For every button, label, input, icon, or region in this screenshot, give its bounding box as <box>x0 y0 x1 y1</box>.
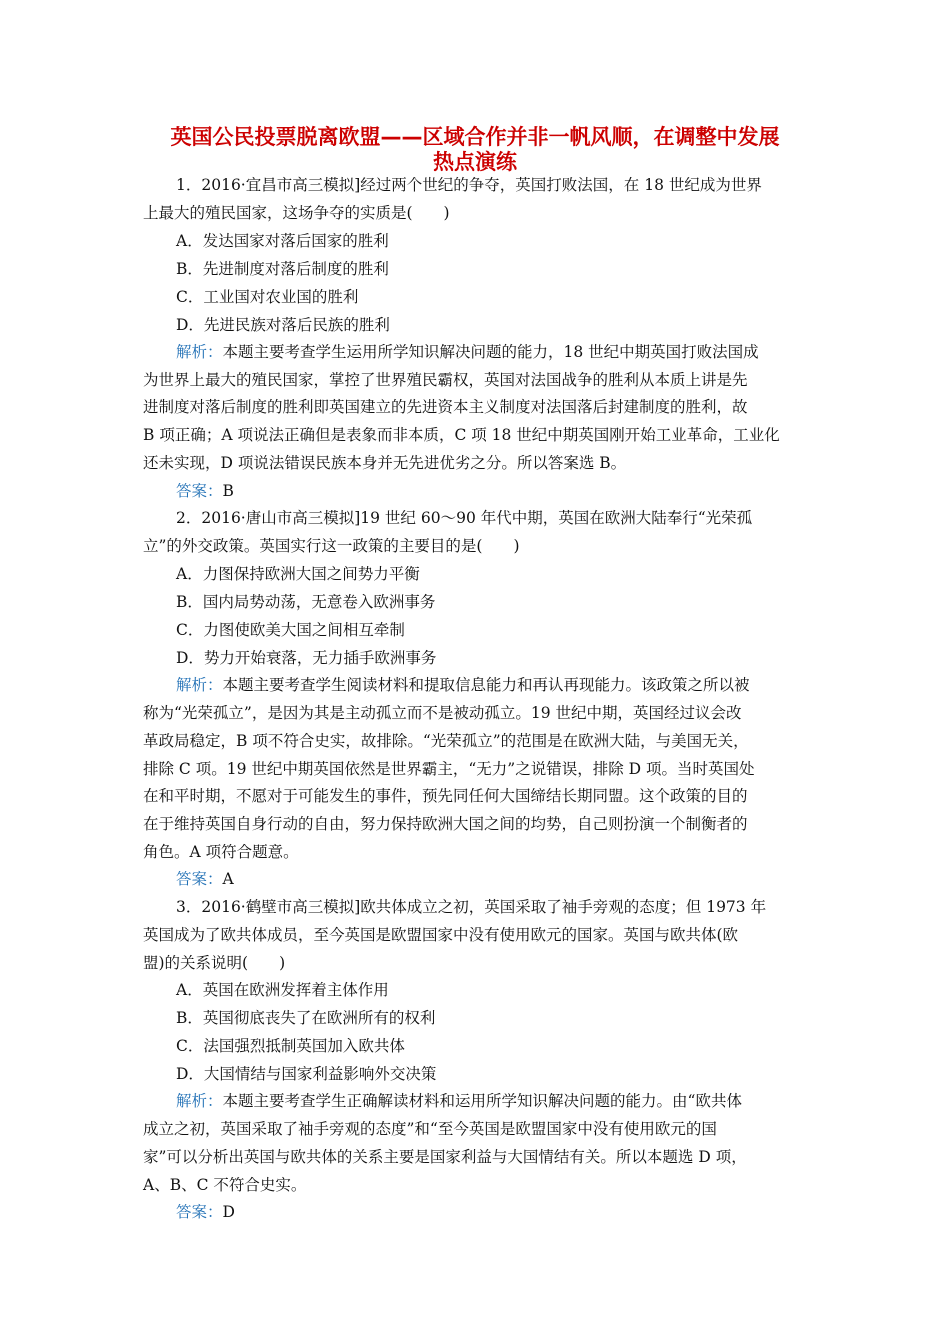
question-1-analysis-line-3: 进制度对落后制度的胜利即英国建立的先进资本主义制度对法国落后封建制度的胜利，故 <box>143 398 748 416</box>
question-1-analysis-line-4: B 项正确；A 项说法正确但是表象而非本质，C 项 18 世纪中期英国刚开始工业革命，工业化 <box>143 426 780 444</box>
question-2-analysis-line-5: 在和平时期，不愿对于可能发生的事件，预先同任何大国缔结长期同盟。这个政策的目的 <box>143 787 748 805</box>
answer-label: 答案： <box>176 482 223 500</box>
question-1-analysis-line-2: 为世界上最大的殖民国家，掌控了世界殖民霸权，英国对法国战争的胜利从本质上讲是先 <box>143 371 748 389</box>
question-3-stem-line-3: 盟)的关系说明( ) <box>143 954 286 972</box>
question-1-answer <box>176 480 808 502</box>
question-3-option-a: A．英国在欧洲发挥着主体作用 <box>176 981 389 999</box>
answer-value: A <box>222 870 234 888</box>
analysis-text: 本题主要考查学生正确解读材料和运用所学知识解决问题的能力。由“欧共体 <box>222 1092 742 1110</box>
question-2-option-c: C．力图使欧美大国之间相互牵制 <box>176 621 405 639</box>
analysis-label: 解析： <box>176 1092 223 1110</box>
question-3-analysis-line-4: A、B、C 不符合史实。 <box>143 1176 307 1194</box>
analysis-text: 本题主要考查学生运用所学知识解决问题的能力，18 世纪中期英国打败法国成 <box>222 343 759 361</box>
question-1-analysis-line-5: 还未实现，D 项说法错误民族本身并无先进优劣之分。所以答案选 B。 <box>143 454 627 472</box>
analysis-label: 解析： <box>176 343 223 361</box>
question-3-option-d: D．大国情结与国家利益影响外交决策 <box>176 1065 437 1083</box>
question-2-analysis-line-7: 角色。A 项符合题意。 <box>143 843 299 861</box>
question-2-analysis-line-1 <box>176 674 808 696</box>
question-1-analysis-line-1 <box>176 341 808 363</box>
analysis-label: 解析： <box>176 676 223 694</box>
question-2-analysis-line-6: 在于维持英国自身行动的自由，努力保持欧洲大国之间的均势，自己则扮演一个制衡者的 <box>143 815 748 833</box>
question-2-stem-line-1: 2．2016·唐山市高三模拟]19 世纪 60～90 年代中期，英国在欧洲大陆奉行“光荣孤 <box>176 509 753 527</box>
question-3-stem-line-2: 英国成为了欧共体成员，至今英国是欧盟国家中没有使用欧元的国家。英国与欧共体(欧 <box>143 926 739 944</box>
question-1-option-b: B．先进制度对落后制度的胜利 <box>176 260 389 278</box>
question-3-option-b: B．英国彻底丧失了在欧洲所有的权利 <box>176 1009 436 1027</box>
question-2-option-d: D．势力开始衰落，无力插手欧洲事务 <box>176 649 437 667</box>
question-2-analysis-line-2: 称为“光荣孤立”，是因为其是主动孤立而不是被动孤立。19 世纪中期，英国经过议会改 <box>143 704 742 722</box>
question-3-analysis-line-1 <box>176 1090 808 1112</box>
question-1-stem-line-1: 1．2016·宜昌市高三模拟]经过两个世纪的争夺，英国打败法国，在 18 世纪成为世界 <box>176 176 762 194</box>
question-2-analysis-line-4: 排除 C 项。19 世纪中期英国依然是世界霸主，“无力”之说错误，排除 D 项。当时英国处 <box>143 760 755 778</box>
answer-value: D <box>222 1203 235 1221</box>
analysis-text: 本题主要考查学生阅读材料和提取信息能力和再认再现能力。该政策之所以被 <box>222 676 750 694</box>
question-1-option-c: C．工业国对农业国的胜利 <box>176 288 359 306</box>
question-2-stem-line-2: 立”的外交政策。英国实行这一政策的主要目的是( ) <box>143 537 520 555</box>
page-subtitle: 热点演练 <box>433 150 517 174</box>
question-3-answer <box>176 1201 808 1223</box>
question-2-analysis-line-3: 革政局稳定，B 项不符合史实，故排除。“光荣孤立”的范围是在欧洲大陆，与美国无关， <box>143 732 749 750</box>
question-3-stem-line-1: 3．2016·鹤壁市高三模拟]欧共体成立之初，英国采取了袖手旁观的态度；但 1973 年 <box>176 898 767 916</box>
question-2-option-b: B．国内局势动荡，无意卷入欧洲事务 <box>176 593 436 611</box>
answer-label: 答案： <box>176 870 223 888</box>
question-3-analysis-line-3: 家”可以分析出英国与欧共体的关系主要是国家利益与大国情结有关。所以本题选 D 项， <box>143 1148 747 1166</box>
question-1-stem-line-2: 上最大的殖民国家，这场争夺的实质是( ) <box>143 204 450 222</box>
question-2-option-a: A．力图保持欧洲大国之间势力平衡 <box>176 565 420 583</box>
question-1-option-a: A．发达国家对落后国家的胜利 <box>176 232 389 250</box>
question-3-option-c: C．法国强烈抵制英国加入欧共体 <box>176 1037 405 1055</box>
question-1-option-d: D．先进民族对落后民族的胜利 <box>176 316 390 334</box>
answer-label: 答案： <box>176 1203 223 1221</box>
question-3-analysis-line-2: 成立之初，英国采取了袖手旁观的态度”和“至今英国是欧盟国家中没有使用欧元的国 <box>143 1120 717 1138</box>
answer-value: B <box>222 482 234 500</box>
question-2-answer <box>176 868 808 890</box>
page-title: 英国公民投票脱离欧盟——区域合作并非一帆风顺，在调整中发展 <box>170 125 780 149</box>
